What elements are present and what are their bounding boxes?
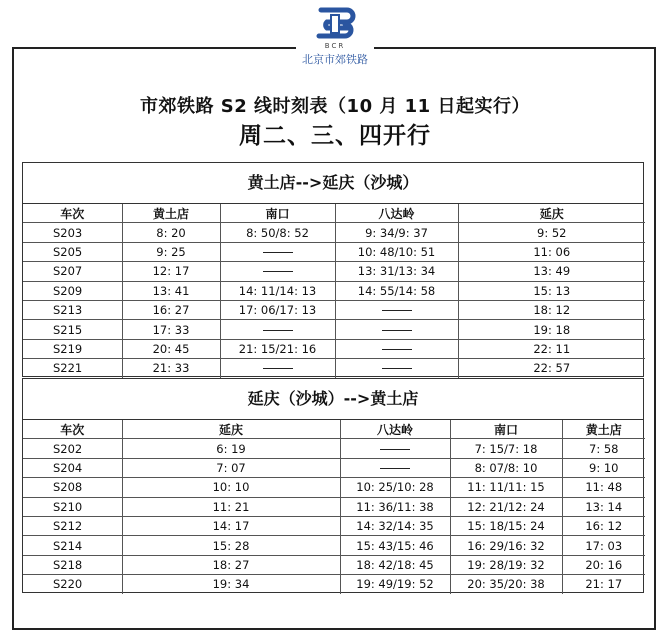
time-cell: 10: 25/10: 28 xyxy=(340,478,450,497)
time-cell: 14: 32/14: 35 xyxy=(340,516,450,535)
time-cell: 17: 33 xyxy=(122,320,220,339)
time-cell: 9: 25 xyxy=(122,242,220,261)
table-row xyxy=(23,439,645,458)
table-row xyxy=(23,320,645,339)
table-row xyxy=(23,458,645,477)
time-cell: 18: 27 xyxy=(122,555,340,574)
time-cell: 16: 27 xyxy=(122,300,220,319)
no-stop-dash xyxy=(380,468,410,469)
page-subtitle: 周二、三、四开行 xyxy=(239,123,431,149)
time-cell: 15: 18/15: 24 xyxy=(450,516,562,535)
time-cell: 12: 17 xyxy=(122,262,220,281)
time-cell: 21: 33 xyxy=(122,359,220,378)
table-header-row xyxy=(23,420,645,439)
table-row xyxy=(23,575,645,594)
train-number: S204 xyxy=(23,458,122,477)
no-stop-dash xyxy=(263,368,293,369)
time-cell: 13: 49 xyxy=(458,262,645,281)
table-row xyxy=(23,242,645,261)
time-cell xyxy=(220,242,335,261)
table-row xyxy=(23,300,645,319)
time-cell: 11: 11/11: 15 xyxy=(450,478,562,497)
bcr-logo-icon xyxy=(313,6,357,42)
train-number: S207 xyxy=(23,262,122,281)
section-direction: 延庆（沙城）-->黄土店 xyxy=(23,379,643,420)
time-cell: 7: 07 xyxy=(122,458,340,477)
time-cell: 22: 57 xyxy=(458,359,645,378)
column-header: 南口 xyxy=(450,420,562,439)
train-number: S208 xyxy=(23,478,122,497)
time-cell: 11: 36/11: 38 xyxy=(340,497,450,516)
time-cell xyxy=(340,439,450,458)
table-row xyxy=(23,497,645,516)
table-row xyxy=(23,359,645,378)
table-row xyxy=(23,262,645,281)
timetable-section-inbound xyxy=(22,378,644,593)
time-cell: 10: 48/10: 51 xyxy=(335,242,458,261)
train-number: S220 xyxy=(23,575,122,594)
time-cell: 15: 43/15: 46 xyxy=(340,536,450,555)
timetable xyxy=(23,204,645,378)
time-cell: 20: 45 xyxy=(122,339,220,358)
time-cell xyxy=(335,359,458,378)
time-cell: 8: 07/8: 10 xyxy=(450,458,562,477)
table-row xyxy=(23,281,645,300)
table-row xyxy=(23,478,645,497)
time-cell: 9: 52 xyxy=(458,223,645,242)
logo-abbr: BCR xyxy=(324,42,346,50)
train-number: S202 xyxy=(23,439,122,458)
time-cell: 13: 31/13: 34 xyxy=(335,262,458,281)
time-cell: 19: 34 xyxy=(122,575,340,594)
time-cell: 7: 58 xyxy=(562,439,645,458)
time-cell: 19: 18 xyxy=(458,320,645,339)
column-header: 黄土店 xyxy=(562,420,645,439)
no-stop-dash xyxy=(382,368,412,369)
time-cell: 13: 41 xyxy=(122,281,220,300)
time-cell: 10: 10 xyxy=(122,478,340,497)
time-cell: 9: 34/9: 37 xyxy=(335,223,458,242)
time-cell: 14: 17 xyxy=(122,516,340,535)
column-header: 车次 xyxy=(23,204,122,223)
table-row xyxy=(23,339,645,358)
time-cell: 18: 12 xyxy=(458,300,645,319)
time-cell xyxy=(220,320,335,339)
train-number: S213 xyxy=(23,300,122,319)
time-cell xyxy=(335,339,458,358)
train-number: S219 xyxy=(23,339,122,358)
train-number: S221 xyxy=(23,359,122,378)
time-cell xyxy=(335,300,458,319)
time-cell: 17: 03 xyxy=(562,536,645,555)
time-cell xyxy=(340,458,450,477)
time-cell: 17: 06/17: 13 xyxy=(220,300,335,319)
time-cell: 21: 17 xyxy=(562,575,645,594)
table-header-row xyxy=(23,204,645,223)
table-row xyxy=(23,536,645,555)
time-cell xyxy=(220,359,335,378)
train-number: S210 xyxy=(23,497,122,516)
train-number: S218 xyxy=(23,555,122,574)
bcr-logo xyxy=(297,6,373,82)
time-cell: 22: 11 xyxy=(458,339,645,358)
column-header: 八达岭 xyxy=(335,204,458,223)
logo-name: 北京市郊铁路 xyxy=(302,53,368,66)
time-cell: 11: 21 xyxy=(122,497,340,516)
time-cell: 16: 12 xyxy=(562,516,645,535)
time-cell: 13: 14 xyxy=(562,497,645,516)
time-cell: 11: 48 xyxy=(562,478,645,497)
time-cell: 18: 42/18: 45 xyxy=(340,555,450,574)
timetable xyxy=(23,420,645,594)
time-cell xyxy=(335,320,458,339)
train-number: S209 xyxy=(23,281,122,300)
timetable-section-outbound xyxy=(22,162,644,377)
train-number: S212 xyxy=(23,516,122,535)
section-direction: 黄土店-->延庆（沙城） xyxy=(23,163,643,204)
train-number: S205 xyxy=(23,242,122,261)
column-header: 延庆 xyxy=(458,204,645,223)
no-stop-dash xyxy=(382,310,412,311)
no-stop-dash xyxy=(382,349,412,350)
no-stop-dash xyxy=(380,449,410,450)
time-cell: 21: 15/21: 16 xyxy=(220,339,335,358)
column-header: 延庆 xyxy=(122,420,340,439)
time-cell: 9: 10 xyxy=(562,458,645,477)
time-cell: 16: 29/16: 32 xyxy=(450,536,562,555)
column-header: 车次 xyxy=(23,420,122,439)
no-stop-dash xyxy=(382,330,412,331)
time-cell: 8: 50/8: 52 xyxy=(220,223,335,242)
time-cell: 7: 15/7: 18 xyxy=(450,439,562,458)
time-cell: 19: 28/19: 32 xyxy=(450,555,562,574)
time-cell: 15: 28 xyxy=(122,536,340,555)
time-cell: 11: 06 xyxy=(458,242,645,261)
time-cell: 14: 11/14: 13 xyxy=(220,281,335,300)
train-number: S203 xyxy=(23,223,122,242)
column-header: 八达岭 xyxy=(340,420,450,439)
table-row xyxy=(23,555,645,574)
table-row xyxy=(23,223,645,242)
time-cell: 19: 49/19: 52 xyxy=(340,575,450,594)
time-cell: 12: 21/12: 24 xyxy=(450,497,562,516)
column-header: 黄土店 xyxy=(122,204,220,223)
time-cell: 6: 19 xyxy=(122,439,340,458)
no-stop-dash xyxy=(263,252,293,253)
time-cell: 20: 35/20: 38 xyxy=(450,575,562,594)
column-header: 南口 xyxy=(220,204,335,223)
time-cell: 14: 55/14: 58 xyxy=(335,281,458,300)
time-cell: 15: 13 xyxy=(458,281,645,300)
time-cell: 20: 16 xyxy=(562,555,645,574)
page-title: 市郊铁路 S2 线时刻表（10 月 11 日起实行） xyxy=(140,96,530,117)
train-number: S214 xyxy=(23,536,122,555)
time-cell xyxy=(220,262,335,281)
no-stop-dash xyxy=(263,271,293,272)
time-cell: 8: 20 xyxy=(122,223,220,242)
train-number: S215 xyxy=(23,320,122,339)
no-stop-dash xyxy=(263,330,293,331)
table-row xyxy=(23,516,645,535)
